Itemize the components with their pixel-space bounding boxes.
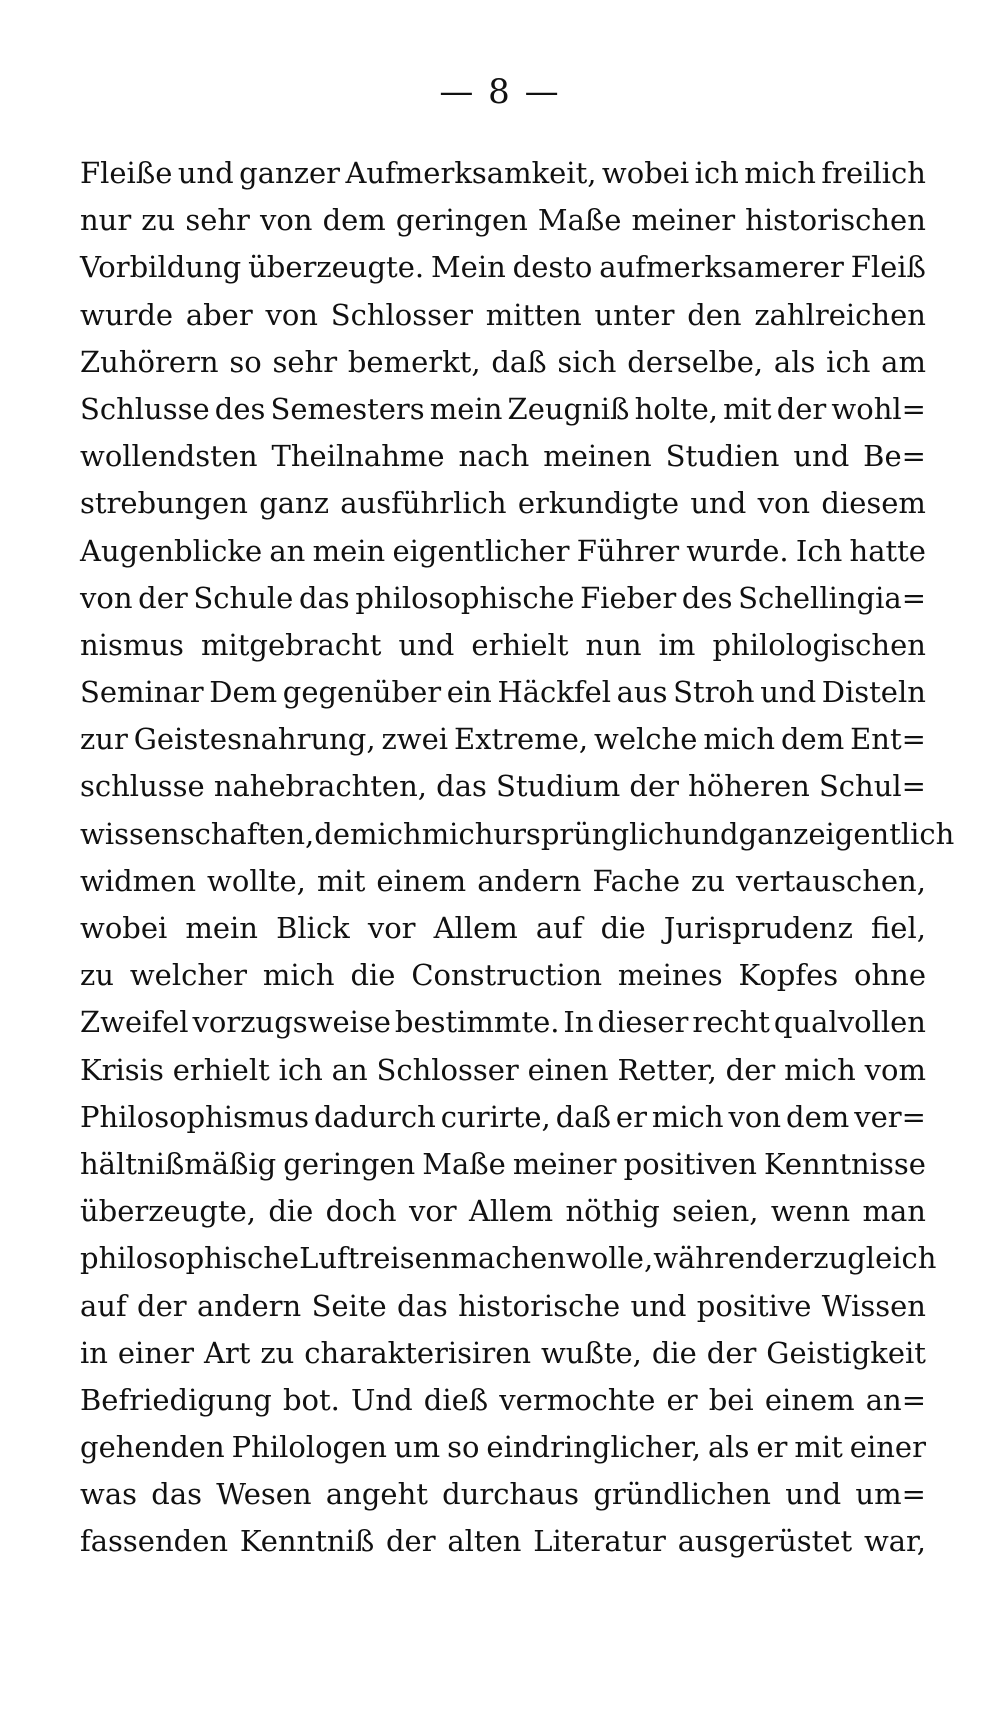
text-line: zur Geistesnahrung, zwei Extreme, welche mich dem Ent= xyxy=(80,722,926,757)
text-line: nur zu sehr von dem geringen Maße meiner historischen xyxy=(80,203,926,238)
text-line: Fleiße und ganzer Aufmerksamkeit, wobei ich mich freilich xyxy=(80,156,926,190)
text-line: wurde aber von Schlosser mitten unter den zahlreichen xyxy=(80,297,926,332)
text-line: Augenblicke an mein eigentlicher Führer wurde. Ich hatte xyxy=(80,533,926,568)
text-line: schlusse nahebrachten, das Studium der höheren Schul= xyxy=(80,769,926,804)
text-line: Krisis erhielt ich an Schlosser einen Retter, der mich vom xyxy=(80,1052,926,1087)
text-line: zu welcher mich die Construction meines Kopfes ohne xyxy=(80,958,926,993)
text-line: wollendsten Theilnahme nach meinen Studien und Be= xyxy=(80,439,926,474)
text-line: Schlusse des Semesters mein Zeugniß holte, mit der wohl= xyxy=(80,391,926,426)
text-line: fassenden Kenntniß der alten Literatur ausgerüstet war, xyxy=(80,1524,926,1559)
text-line: wobei mein Blick vor Allem auf die Jurisprudenz fiel, xyxy=(80,911,926,945)
text-line: strebungen ganz ausführlich erkundigte und von diesem xyxy=(80,486,926,521)
text-line: widmen wollte, mit einem andern Fache zu vertauschen, xyxy=(80,863,926,898)
text-line: was das Wesen angeht durchaus gründlichen und um= xyxy=(80,1477,926,1512)
text-line: von der Schule das philosophische Fieber des Schellingia= xyxy=(80,580,926,615)
text-line: Philosophismus dadurch curirte, daß er mich von dem ver= xyxy=(80,1099,926,1134)
text-line: Befriedigung bot. Und dieß vermochte er bei einem an= xyxy=(80,1382,926,1417)
text-line: auf der andern Seite das historische und positive Wissen xyxy=(80,1288,926,1323)
text-line: wissenschaften, dem ich mich ursprünglich und ganz eigentlich xyxy=(80,816,955,851)
text-line: nismus mitgebracht und erhielt nun im philologischen xyxy=(80,627,926,662)
text-line: philosophische Luftreisen machen wolle, während er zugleich xyxy=(80,1241,937,1276)
text-line: Zweifel vorzugsweise bestimmte. In dieser recht qualvollen xyxy=(80,1005,926,1040)
text-line: Vorbildung überzeugte. Mein desto aufmerksamerer Fleiß xyxy=(80,250,926,285)
text-line: gehenden Philologen um so eindringlicher, als er mit einer xyxy=(80,1430,926,1465)
text-line: überzeugte, die doch vor Allem nöthig seien, wenn man xyxy=(80,1194,926,1229)
body-text xyxy=(80,150,955,1566)
text-line: Seminar Dem gegenüber ein Häckfel aus Stroh und Disteln xyxy=(80,675,926,710)
text-line: Zuhörern so sehr bemerkt, daß sich derselbe, als ich am xyxy=(80,344,926,379)
text-line: hältnißmäßig geringen Maße meiner positiven Kenntnisse xyxy=(80,1146,926,1181)
text-line: in einer Art zu charakterisiren wußte, die der Geistigkeit xyxy=(80,1335,926,1370)
page-number-header: — 8 — xyxy=(439,72,561,112)
